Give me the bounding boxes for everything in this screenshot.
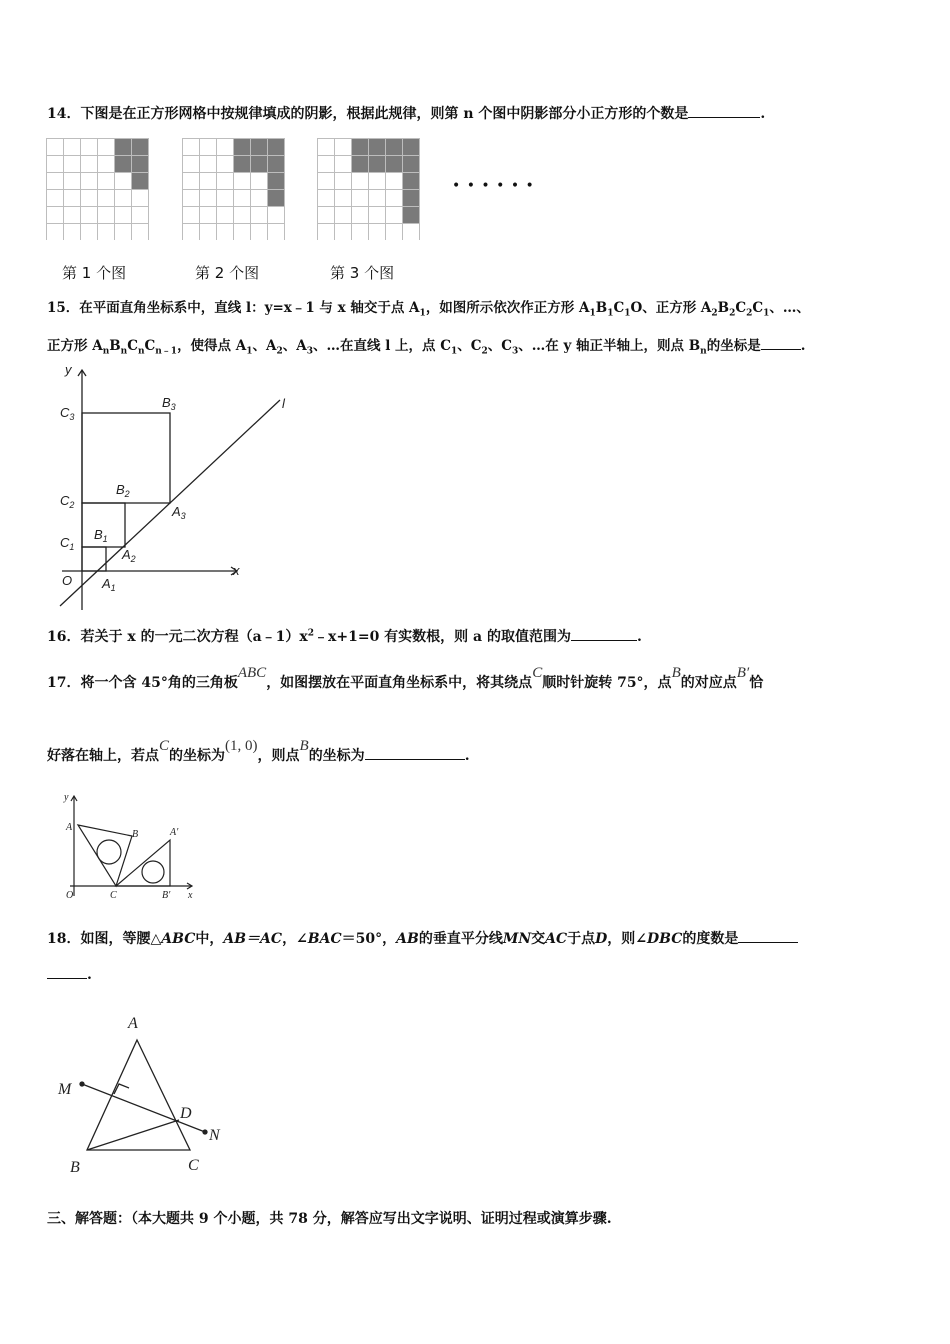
continuation-dots: • • • • • • bbox=[452, 178, 535, 194]
shaded-cell bbox=[402, 138, 419, 155]
shaded-cell bbox=[385, 155, 402, 172]
square-1 bbox=[82, 547, 106, 571]
label-C3: $C_3$ bbox=[60, 405, 75, 422]
label-C: C bbox=[188, 1157, 199, 1174]
question-16-text: 16．若关于 x 的一元二次方程$(a﹣1)x^2﹣x+1=0$ 有实数根，则 a 的取值范围为 . bbox=[47, 628, 642, 645]
label-N: N bbox=[209, 1127, 220, 1144]
inscribed-circle-1 bbox=[97, 840, 121, 864]
question-17-line2: 好落在轴上，若点C的坐标为(1, 0)，则点B的坐标为 . bbox=[47, 738, 470, 764]
label-O: O bbox=[62, 573, 73, 588]
q14-grid-figures bbox=[46, 138, 421, 240]
shaded-cell bbox=[402, 172, 419, 189]
label-D: D bbox=[180, 1105, 192, 1122]
label-M: M bbox=[58, 1081, 72, 1098]
label-y: y bbox=[64, 792, 69, 803]
label-B3: $B_3$ bbox=[162, 395, 176, 412]
inscribed-circle-2 bbox=[142, 861, 164, 883]
answer-blank-cont bbox=[47, 966, 87, 979]
section-3-heading: 三、解答题：（本大题共 9 个小题，共 78 分，解答应写出文字说明、证明过程或演算步骤. bbox=[47, 1211, 612, 1227]
shaded-cell bbox=[267, 189, 284, 206]
label-O: O bbox=[66, 890, 74, 901]
caption-figure-1: 第 1 个图 bbox=[62, 264, 127, 282]
label-C2: $C_2$ bbox=[60, 493, 75, 510]
shaded-cell bbox=[368, 138, 385, 155]
segment-BD bbox=[87, 1120, 179, 1150]
label-A: A bbox=[66, 822, 73, 833]
shaded-cell bbox=[114, 138, 131, 155]
q15-coordinate-figure bbox=[52, 362, 292, 612]
label-B: B bbox=[70, 1159, 80, 1176]
answer-blank bbox=[365, 747, 465, 760]
shaded-cell bbox=[267, 172, 284, 189]
shaded-cell bbox=[368, 155, 385, 172]
label-B1: $B_1$ bbox=[94, 527, 108, 544]
label-A2: $A_2$ bbox=[122, 547, 136, 564]
shaded-cell bbox=[385, 138, 402, 155]
q18-triangle-figure bbox=[52, 1008, 232, 1180]
q17-triangle-figure bbox=[60, 790, 200, 902]
shaded-cell bbox=[351, 155, 368, 172]
label-B-prime: B′ bbox=[162, 890, 171, 901]
grid-figure-3 bbox=[317, 138, 420, 240]
triangle-ABC bbox=[78, 825, 132, 886]
grid-figure-1 bbox=[46, 138, 149, 240]
label-A-prime: A′ bbox=[170, 827, 179, 838]
label-A3: $A_3$ bbox=[172, 504, 186, 521]
answer-blank bbox=[571, 628, 637, 641]
point-N bbox=[203, 1130, 207, 1134]
shaded-cell bbox=[131, 172, 148, 189]
shaded-cell bbox=[250, 138, 267, 155]
shaded-cell bbox=[351, 138, 368, 155]
shaded-cell bbox=[402, 206, 419, 223]
shaded-cell bbox=[233, 138, 250, 155]
label-B2: $B_2$ bbox=[116, 482, 130, 499]
shaded-cell bbox=[233, 155, 250, 172]
caption-figure-2: 第 2 个图 bbox=[195, 264, 260, 282]
question-15-line2: 正方形 $A_nB_nC_nC_{n﹣1}$，使得点 $A_1$、$A_2$、$A_3$、…在直线 l 上，点 $C_1$、$C_2$、$C_3$、…在 y 轴正半轴上，则点 $B_n$的坐标是 . bbox=[47, 338, 806, 357]
shaded-cell bbox=[131, 138, 148, 155]
question-17-line1: 17．将一个含 45°角的三角板ABC，如图摆放在平面直角坐标系中，将其绕点C顺时针旋转 75°，点B的对应点B′恰 bbox=[47, 665, 764, 691]
answer-blank bbox=[738, 930, 798, 943]
shaded-cell bbox=[267, 138, 284, 155]
question-15-line1: 15．在平面直角坐标系中，直线 l：y=x﹣1 与 x 轴交于点 $A_1$，如图所示依次作正方形 $A_1B_1C_1O$、正方形 $A_2B_2C_2C_1$、…、 bbox=[47, 300, 810, 319]
label-A: A bbox=[128, 1015, 138, 1032]
question-18-line1: 18．如图，等腰△ABC中，AB＝AC，∠BAC＝50°，AB的垂直平分线MN交AC于点D，则∠DBC的度数是 bbox=[47, 928, 798, 948]
shaded-cell bbox=[250, 155, 267, 172]
answer-blank bbox=[761, 337, 801, 350]
label-x: x bbox=[233, 563, 240, 578]
label-l: l bbox=[282, 396, 285, 411]
label-y: y bbox=[65, 362, 72, 377]
question-14-text: 14．下图是在正方形网格中按规律填成的阴影，根据此规律，则第 n 个图中阴影部分小正方形的个数是 . bbox=[47, 106, 766, 122]
caption-figure-3: 第 3 个图 bbox=[330, 264, 395, 282]
label-C1: $C_1$ bbox=[60, 535, 75, 552]
answer-blank bbox=[688, 105, 760, 118]
label-A1: $A_1$ bbox=[102, 576, 116, 593]
label-C: C bbox=[110, 890, 117, 901]
shaded-cell bbox=[114, 155, 131, 172]
shaded-cell bbox=[267, 155, 284, 172]
shaded-cell bbox=[402, 189, 419, 206]
shaded-cell bbox=[131, 155, 148, 172]
grid-figure-2 bbox=[182, 138, 285, 240]
question-18-line2: . bbox=[47, 966, 92, 983]
shaded-cell bbox=[402, 155, 419, 172]
label-B: B bbox=[132, 829, 139, 840]
label-x: x bbox=[188, 890, 193, 901]
point-M bbox=[80, 1082, 84, 1086]
